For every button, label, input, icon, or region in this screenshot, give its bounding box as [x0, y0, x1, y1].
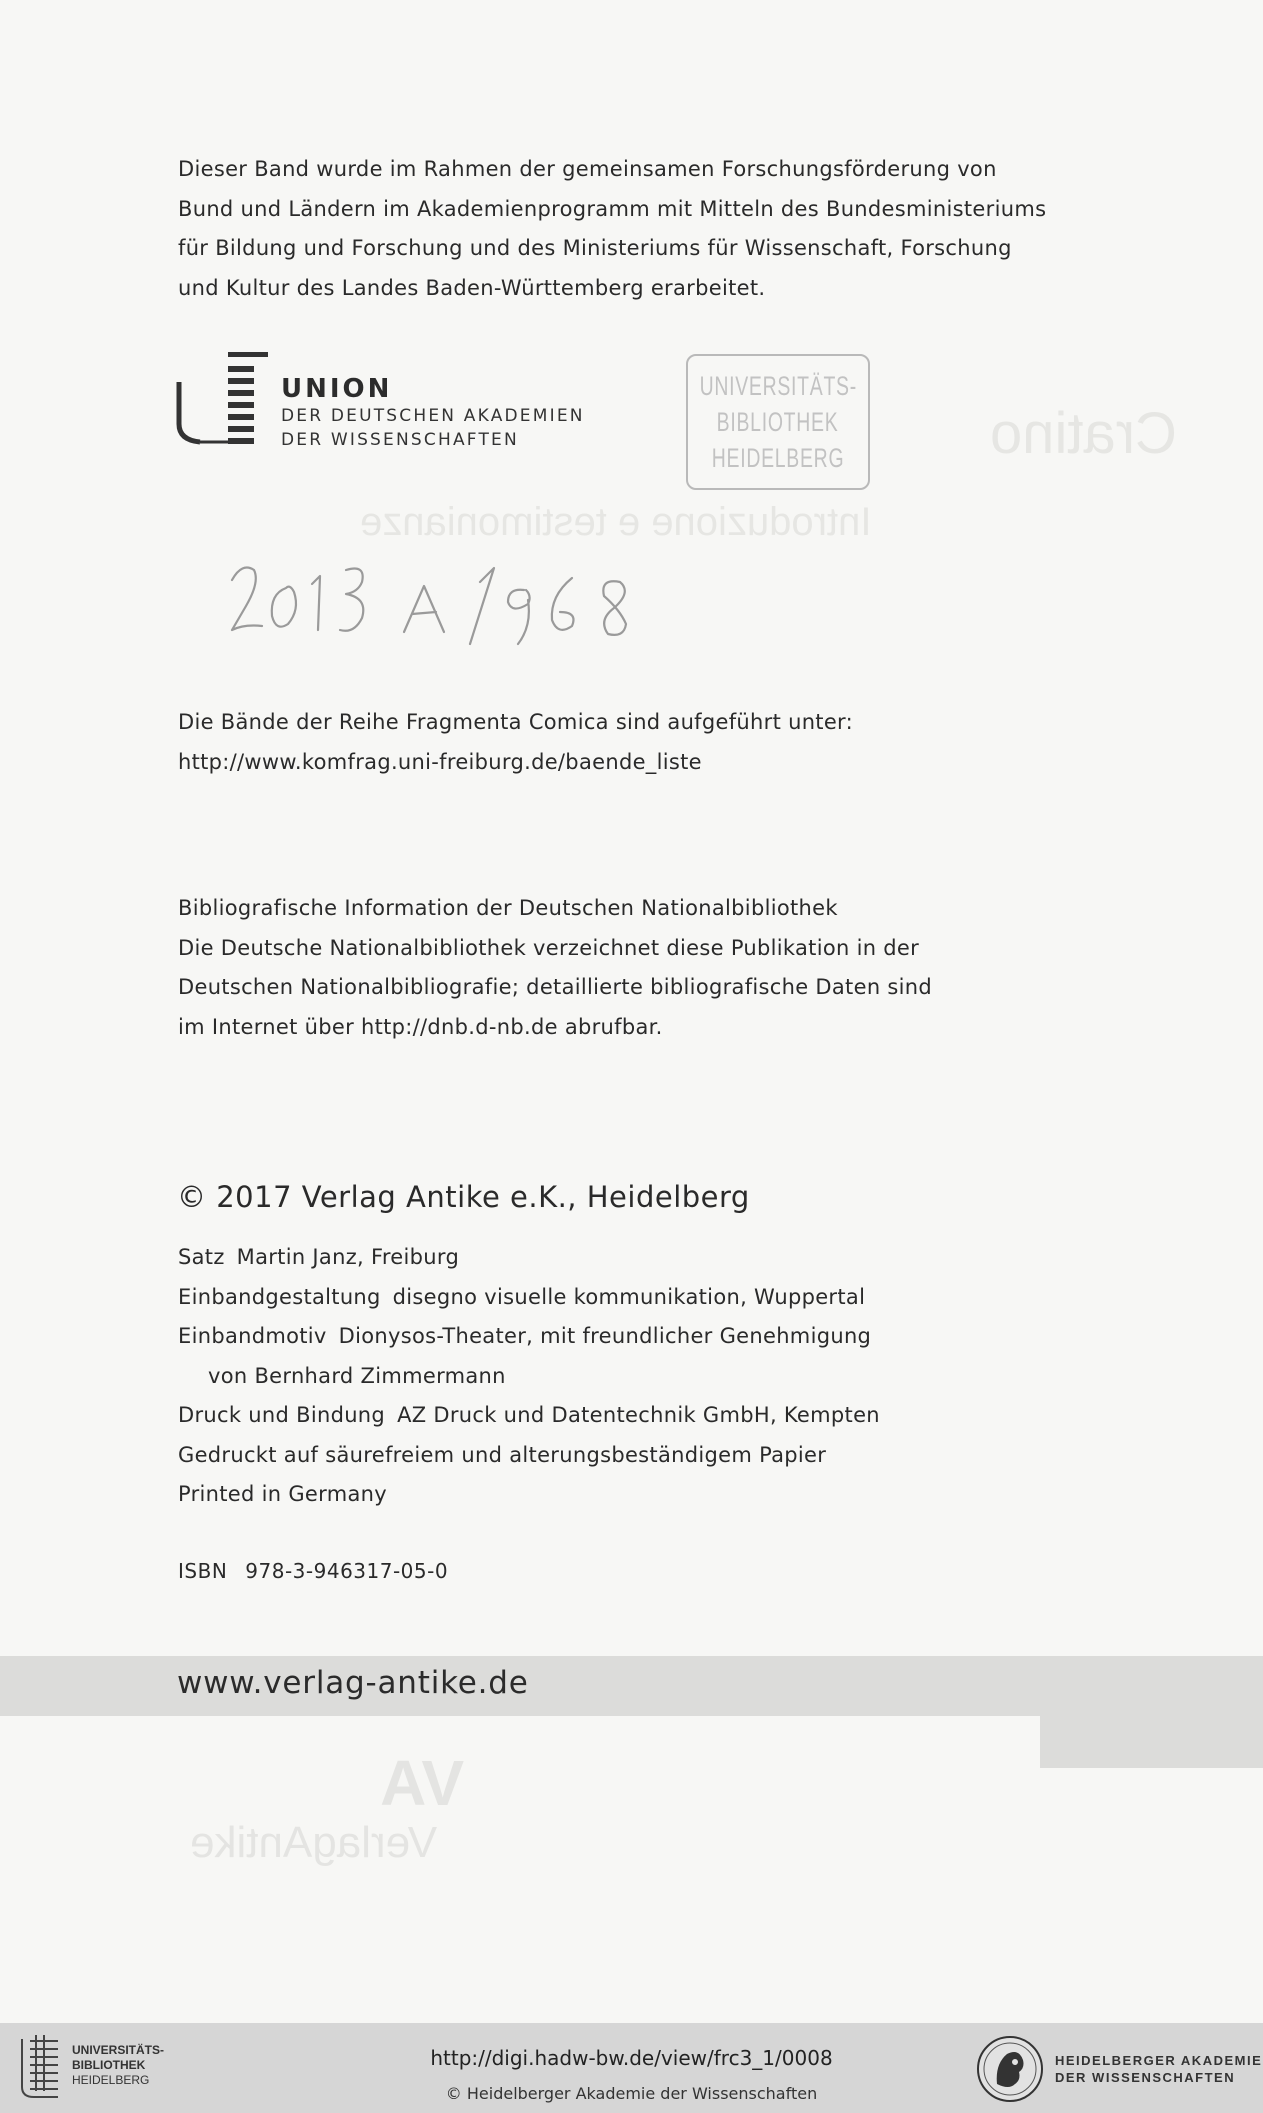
academy-seal-icon: [975, 2034, 1045, 2104]
union-subtitle-line: DER WISSENSCHAFTEN: [281, 430, 519, 450]
bibliographic-line: Die Deutsche Nationalbibliothek verzeichnet diese Publikation in der: [178, 935, 920, 960]
isbn-value: 978-3-946317-05-0: [245, 1559, 449, 1583]
isbn: [178, 1559, 448, 1583]
show-through-shadow: VA: [380, 1747, 465, 1819]
publisher-website[interactable]: www.verlag-antike.de: [177, 1665, 529, 1701]
funding-line: und Kultur des Landes Baden-Württemberg erarbeitet.: [178, 275, 766, 300]
funding-line: für Bildung und Forschung und des Ministeriums für Wissenschaft, Forschung: [178, 236, 1012, 260]
credit-value: Dionysos-Theater, mit freundlicher Genehmigung: [338, 1324, 872, 1348]
footer-copyright: © Heidelberger Akademie der Wissenschaften: [445, 2084, 818, 2103]
credit-einband: [178, 1278, 880, 1318]
ub-line: BIBLIOTHEK: [72, 2058, 146, 2072]
series-note: [178, 703, 853, 782]
bibliographic-line: Deutschen Nationalbibliografie; detaillierte bibliografische Daten sind: [178, 975, 933, 999]
union-title: UNION: [281, 374, 393, 404]
credit-value: Martin Janz, Freiburg: [236, 1245, 460, 1269]
isbn-label: ISBN: [178, 1559, 228, 1583]
bibliographic-line: Bibliografische Information der Deutschen Nationalbibliothek: [178, 896, 838, 920]
show-through-shadow: Cratino: [990, 401, 1177, 466]
union-subtitle-line: DER DEUTSCHEN AKADEMIEN: [281, 406, 585, 426]
academy-line: HEIDELBERGER AKADEMIE: [1055, 2053, 1263, 2068]
show-through-shadow: Introduzione e testimonianze: [360, 500, 872, 544]
funding-statement: [178, 150, 1046, 308]
digitization-url[interactable]: http://digi.hadw-bw.de/view/frc3_1/0008: [430, 2046, 833, 2070]
credit-label: Satz: [178, 1245, 225, 1269]
academy-line: DER WISSENSCHAFTEN: [1055, 2070, 1236, 2085]
paper-note: Gedruckt auf säurefreiem und alterungsbeständigem Papier: [178, 1442, 827, 1467]
library-stamp: [686, 354, 870, 490]
academy-name: [1055, 2052, 1262, 2086]
credit-label: Druck und Bindung: [178, 1403, 386, 1427]
credit-value: disegno visuelle kommunikation, Wuppertal: [392, 1284, 866, 1309]
union-academies-logo-icon: [176, 352, 276, 452]
credit-label: Einbandgestaltung: [178, 1284, 381, 1309]
bibliographic-info: [178, 889, 932, 1047]
stamp-line: UNIVERSITÄTS-: [699, 371, 857, 401]
ub-line: UNIVERSITÄTS-: [72, 2043, 165, 2057]
grey-band-step: [1040, 1716, 1263, 1768]
production-credits: [178, 1238, 880, 1515]
funding-line: Dieser Band wurde im Rahmen der gemeinsamen Forschungsförderung von: [178, 157, 997, 181]
show-through-shadow: VerlagAntike: [190, 1818, 438, 1867]
handwritten-shelfmark: [228, 548, 668, 658]
copyright-line: © 2017 Verlag Antike e.K., Heidelberg: [177, 1180, 750, 1214]
credit-druck: [178, 1396, 880, 1436]
union-academies-logo: [176, 352, 596, 462]
bibliographic-line: im Internet über http://dnb.d-nb.de abrufbar.: [178, 1014, 663, 1039]
credit-satz: [178, 1238, 880, 1278]
credit-motiv: [178, 1317, 880, 1357]
credit-motiv-continued: von Bernhard Zimmermann: [208, 1363, 506, 1388]
ub-line: HEIDELBERG: [72, 2073, 150, 2087]
funding-line: Bund und Ländern im Akademienprogramm mit Mitteln des Bundesministeriums: [178, 196, 1047, 221]
printed-in: Printed in Germany: [178, 1482, 387, 1506]
stamp-line: BIBLIOTHEK: [717, 407, 839, 437]
credit-label: Einbandmotiv: [178, 1324, 327, 1348]
stamp-line: HEIDELBERG: [711, 443, 845, 473]
series-url: http://www.komfrag.uni-freiburg.de/baende_liste: [178, 749, 702, 774]
credit-value: AZ Druck und Datentechnik GmbH, Kempten: [397, 1403, 880, 1427]
series-line: Die Bände der Reihe Fragmenta Comica sind aufgeführt unter:: [178, 710, 853, 734]
